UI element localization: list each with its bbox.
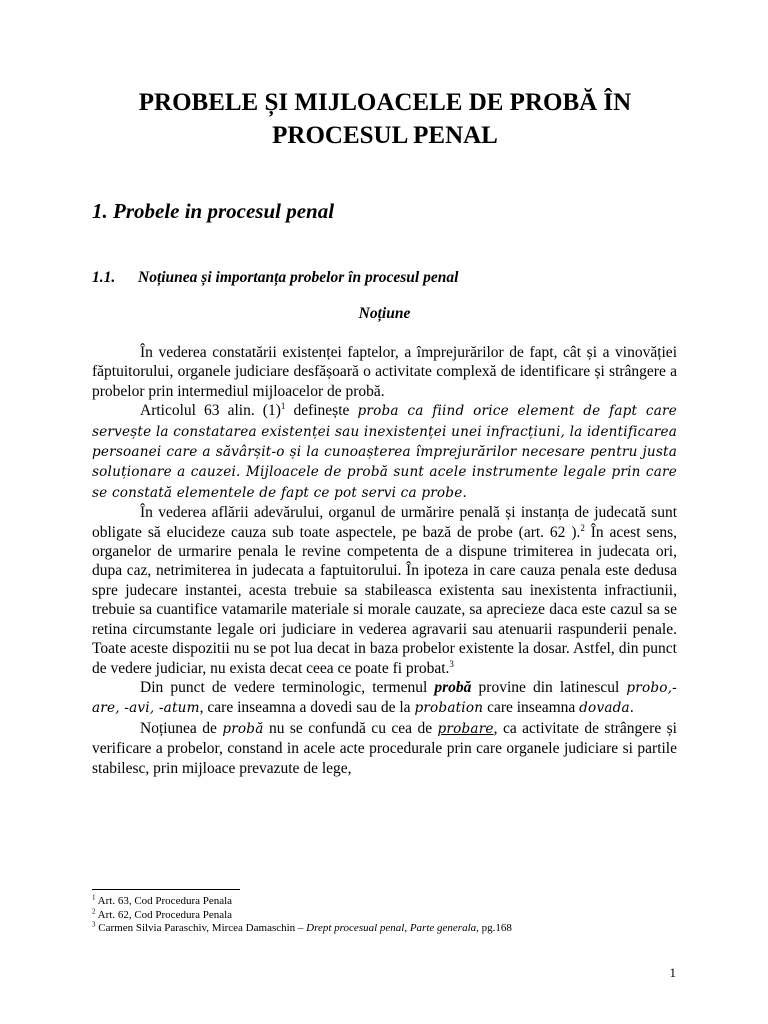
- footnote-text: , pg.168: [476, 922, 512, 934]
- footnote-2: [92, 906, 677, 923]
- text-span: Articolul 63 alin. (1): [140, 402, 281, 420]
- text-span: nu se confundă cu cea de: [263, 719, 438, 737]
- text-span: provine din latinescul: [471, 678, 627, 696]
- page-number: 1: [669, 965, 676, 980]
- body-text: [92, 343, 677, 778]
- term-proba-italic: probă: [222, 720, 264, 737]
- text-span: Din punct de vedere terminologic, termenul: [140, 678, 435, 696]
- footnote-3: [92, 922, 677, 936]
- footnote-book-title: Drept procesual penal, Parte generala: [306, 922, 477, 934]
- paragraph-1: În vederea constatării existenței faptelor, a împrejurărilor de fapt, cât și a vinovăției făptuitorului, organele judiciare desfășoară o activitate complexă de identificare și strângere a probelor prin intermediul mijloacelor de probă.: [92, 344, 677, 400]
- text-span: .: [629, 699, 634, 717]
- footnote-number: 1: [92, 893, 96, 902]
- definition-italic: proba ca fiind orice element de fapt care servește la constatarea existenței sau inexistenței unei infracțiuni, la identificarea persoanei care a săvârșit-o și la cunoașterea împrejurărilor necesare pentru justa soluționare a cauzei. Mijloacele de probă sunt acele instrumente legale prin care se constată elementele de fapt ce pot servi ca probe.: [92, 403, 677, 501]
- latin-term-probation: probation: [414, 700, 484, 717]
- paragraph-2: [92, 401, 677, 503]
- footnote-separator: [92, 889, 240, 890]
- footnote-ref-2: 2: [580, 522, 585, 533]
- paragraph-3: [92, 503, 677, 678]
- footnote-number: 2: [92, 906, 96, 915]
- text-span: definește: [285, 402, 358, 420]
- term-dovada: dovada: [579, 700, 630, 717]
- section-number: 1.1.: [92, 269, 116, 286]
- footnote-text: Art. 62, Cod Procedura Penala: [97, 908, 233, 921]
- text-span: În vederea aflării adevărului, organul de urmărire penală și instanța de judecată sunt obligate să elucideze cauza sub toate aspectele, pe bază de probe (art. 62 ).: [92, 504, 677, 541]
- term-probare-underlined: probare: [437, 720, 494, 737]
- footnote-ref-1: 1: [280, 401, 286, 412]
- footnote-text: Carmen Silvia Paraschiv, Mircea Damaschin –: [98, 922, 307, 934]
- text-span: Noțiunea de: [140, 719, 223, 737]
- text-span: În acest sens, organelor de urmarire penala le revine competenta de a dispune trimiterea in judecata ori, dupa caz, netrimiterea in judecata a faptuitorului. În ipoteza in care cauza penala este dedusa spre judecare instantei, acesta trebuie sa stabileasca existenta sau inexistenta infractiunii, trebuie sa cuantifice vatamarile materiale si morale cauzate, sa aprecieze daca este cazul sa se retina circumstante legale ori judiciare in vederea agravarii sau atenuarii raspunderii penale. Toate aceste dispozitii nu se pot lua decat in baza probelor existente la dosar. Astfel, din punct de vedere judiciar, nu exista decat ceea ce poate fi probat.: [92, 523, 677, 677]
- text-span: care inseamna: [483, 699, 580, 717]
- section-title: Noțiunea și importanța probelor în procesul penal: [138, 269, 459, 286]
- text-span: , care inseamna a dovedi sau de la: [199, 699, 415, 717]
- footnote-ref-3: 3: [449, 658, 454, 669]
- term-proba: probă: [434, 678, 472, 696]
- section-heading-1-1: [92, 268, 458, 288]
- latin-term: probo,- are, -avi, -atum: [92, 679, 677, 717]
- paragraph-4: [92, 678, 677, 719]
- subheading-notiune: Noțiune: [358, 305, 411, 322]
- footnote-1: [92, 895, 677, 909]
- footnote-number: 3: [92, 920, 96, 929]
- footnotes: [92, 895, 677, 936]
- document-title: PROBELE ȘI MIJLOACELE DE PROBĂ ÎN PROCESUL PENAL: [138, 89, 632, 149]
- footnote-text: Art. 63, Cod Procedura Penala: [97, 895, 233, 907]
- section-heading-1: 1. Probele in procesul penal: [92, 199, 335, 223]
- text-span: , ca activitate de strângere și verificare a probelor, constand in acele acte procedurale prin care organele judiciare si partile stabilesc, prin mijloace prevazute de lege,: [92, 719, 677, 777]
- paragraph-5: [92, 719, 677, 778]
